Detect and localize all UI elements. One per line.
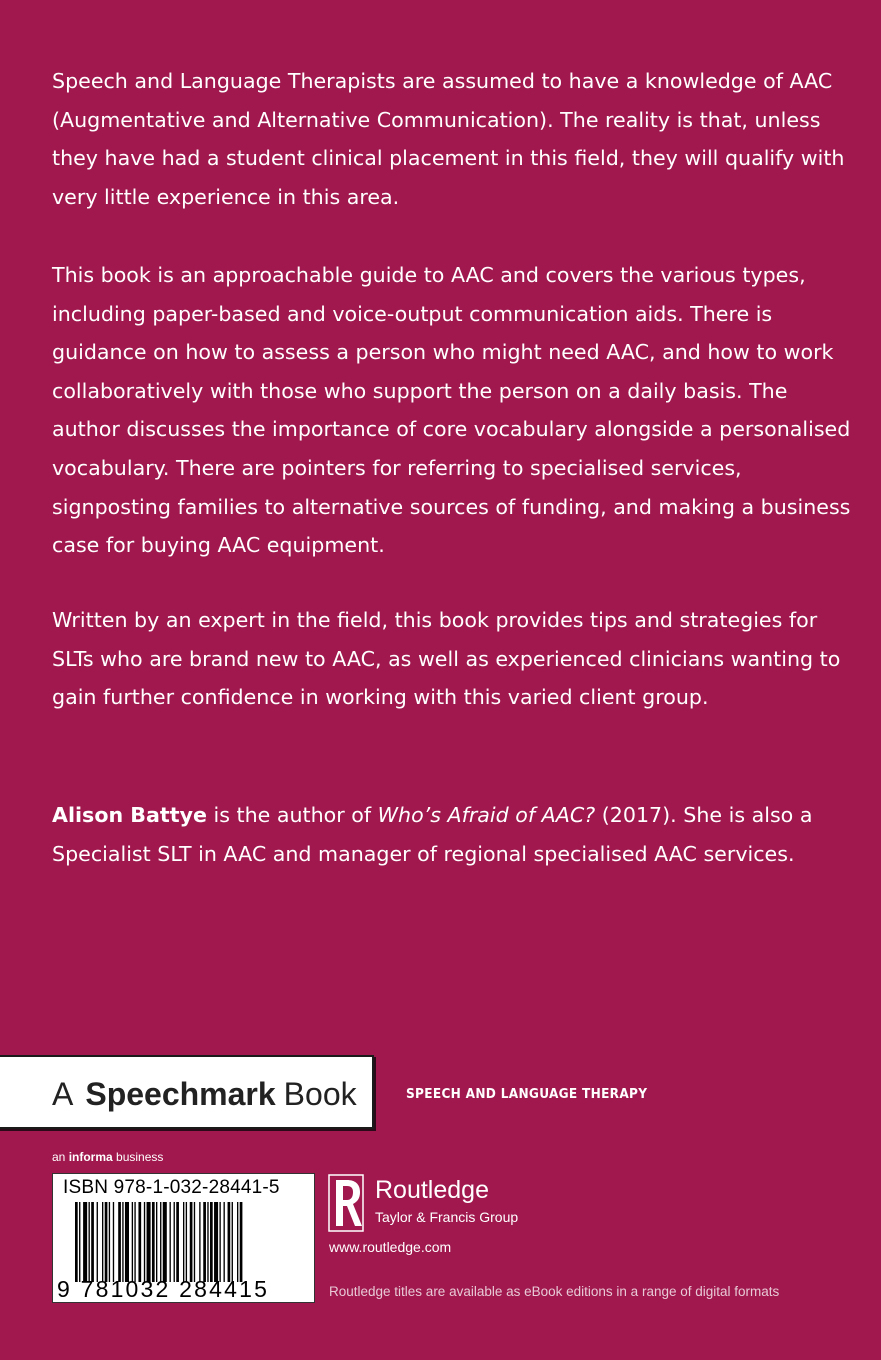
publisher-block — [328, 1174, 548, 1234]
barcode-bar — [156, 1202, 157, 1282]
bio-text: is the author of — [206, 803, 378, 827]
barcode-bars — [75, 1202, 307, 1282]
barcode-bar — [79, 1202, 80, 1282]
barcode-bar — [170, 1202, 171, 1282]
barcode-bar — [152, 1202, 155, 1282]
barcode-bar — [147, 1202, 151, 1282]
previous-book-title: Who’s Afraid of AAC? — [377, 803, 596, 827]
author-bio-line-1 — [52, 796, 842, 835]
author-name: Alison Battye — [52, 803, 207, 827]
barcode-bar — [97, 1202, 98, 1282]
barcode-bar — [203, 1202, 206, 1282]
barcode-bar — [132, 1202, 133, 1282]
ebook-availability-note: Routledge titles are available as eBook editions in a range of digital formats — [329, 1284, 780, 1299]
blurb-line: Speech and Language Therapists are assumed to have a knowledge of AAC — [52, 69, 833, 93]
informa-business-line — [52, 1150, 163, 1164]
blurb-line: gain further confidence in working with this varied client group. — [52, 685, 709, 710]
barcode-digits: 9 781032 284415 — [57, 1276, 270, 1302]
barcode-graphic — [75, 1202, 307, 1282]
blurb-line: vocabulary. There are pointers for referring to specialised services, — [52, 455, 742, 480]
informa-suffix: business — [112, 1150, 164, 1164]
barcode-bar — [183, 1202, 184, 1282]
barcode-bar — [219, 1202, 220, 1282]
blurb-line: author discusses the importance of core vocabulary alongside a personalised — [52, 417, 851, 442]
imprint-word-a: A — [52, 1076, 74, 1112]
isbn-barcode — [52, 1173, 315, 1303]
barcode-bar — [232, 1202, 233, 1282]
barcode-bar — [122, 1202, 123, 1282]
barcode-bar — [138, 1202, 141, 1282]
imprint-word-book: Book — [283, 1076, 357, 1112]
barcode-bar — [224, 1202, 225, 1282]
blurb-paragraph-3 — [52, 601, 842, 717]
barcode-bar — [105, 1202, 108, 1282]
barcode-bar — [228, 1202, 231, 1282]
informa-brand: informa — [68, 1150, 113, 1164]
author-bio — [52, 796, 842, 873]
barcode-bar — [125, 1202, 129, 1282]
barcode-bar — [190, 1202, 193, 1282]
blurb-paragraph-1 — [52, 62, 845, 216]
blurb-line: very little experience in this area. — [52, 184, 400, 209]
imprint-logo-box — [0, 1055, 374, 1129]
blurb-line: collaboratively with those who support the person on a daily basis. The — [52, 378, 788, 403]
publisher-name: Routledge — [375, 1176, 489, 1204]
blurb-line: This book is an approachable guide to AAC and covers the various types, — [52, 263, 806, 287]
blurb-line: including paper-based and voice-output communication aids. There is — [52, 301, 773, 326]
bio-text: (2017). She is also a — [595, 803, 813, 827]
barcode-bar — [109, 1202, 110, 1282]
publisher-url[interactable]: www.routledge.com — [329, 1239, 452, 1255]
barcode-bar — [113, 1202, 114, 1282]
barcode-bar — [214, 1202, 218, 1282]
barcode-bar — [240, 1202, 243, 1282]
blurb-line: Written by an expert in the field, this book provides tips and strategies for — [52, 608, 818, 632]
barcode-bar — [118, 1202, 121, 1282]
blurb-line: (Augmentative and Alternative Communication). The reality is that, unless — [52, 107, 821, 132]
blurb-line: signposting families to alternative sources of funding, and making a business — [52, 494, 851, 519]
routledge-logo-icon — [328, 1174, 364, 1232]
barcode-bar — [160, 1202, 161, 1282]
barcode-bar — [163, 1202, 167, 1282]
barcode-bar — [174, 1202, 175, 1282]
blurb-line: case for buying AAC equipment. — [52, 533, 385, 558]
barcode-bar — [91, 1202, 94, 1282]
blurb-line: SLTs who are brand new to AAC, as well as experienced clinicians wanting to — [52, 646, 841, 671]
blurb-line: guidance on how to assess a person who might need AAC, and how to work — [52, 340, 834, 365]
barcode-bar — [75, 1202, 78, 1282]
barcode-bar — [194, 1202, 195, 1282]
barcode-bar — [83, 1202, 87, 1282]
imprint-brand: Speechmark — [85, 1076, 276, 1112]
publisher-group: Taylor & Francis Group — [375, 1209, 519, 1225]
blurb-line: they have had a student clinical placement in this field, they will qualify with — [52, 146, 845, 171]
barcode-bar — [89, 1202, 90, 1282]
barcode-bar — [134, 1202, 135, 1282]
informa-prefix: an — [52, 1150, 69, 1164]
barcode-bar — [176, 1202, 179, 1282]
barcode-bar — [186, 1202, 187, 1282]
barcode-bar — [144, 1202, 145, 1282]
blurb-paragraph-2 — [52, 256, 851, 565]
author-bio-line-2: Specialist SLT in AAC and manager of regional specialised AAC services. — [52, 841, 795, 866]
subject-category: SPEECH AND LANGUAGE THERAPY — [406, 1086, 648, 1102]
barcode-bar — [102, 1202, 103, 1282]
barcode-bar — [237, 1202, 238, 1282]
barcode-bar — [199, 1202, 200, 1282]
barcode-bar — [210, 1202, 213, 1282]
isbn-label: ISBN 978-1-032-28441-5 — [63, 1177, 280, 1198]
barcode-bar — [207, 1202, 208, 1282]
